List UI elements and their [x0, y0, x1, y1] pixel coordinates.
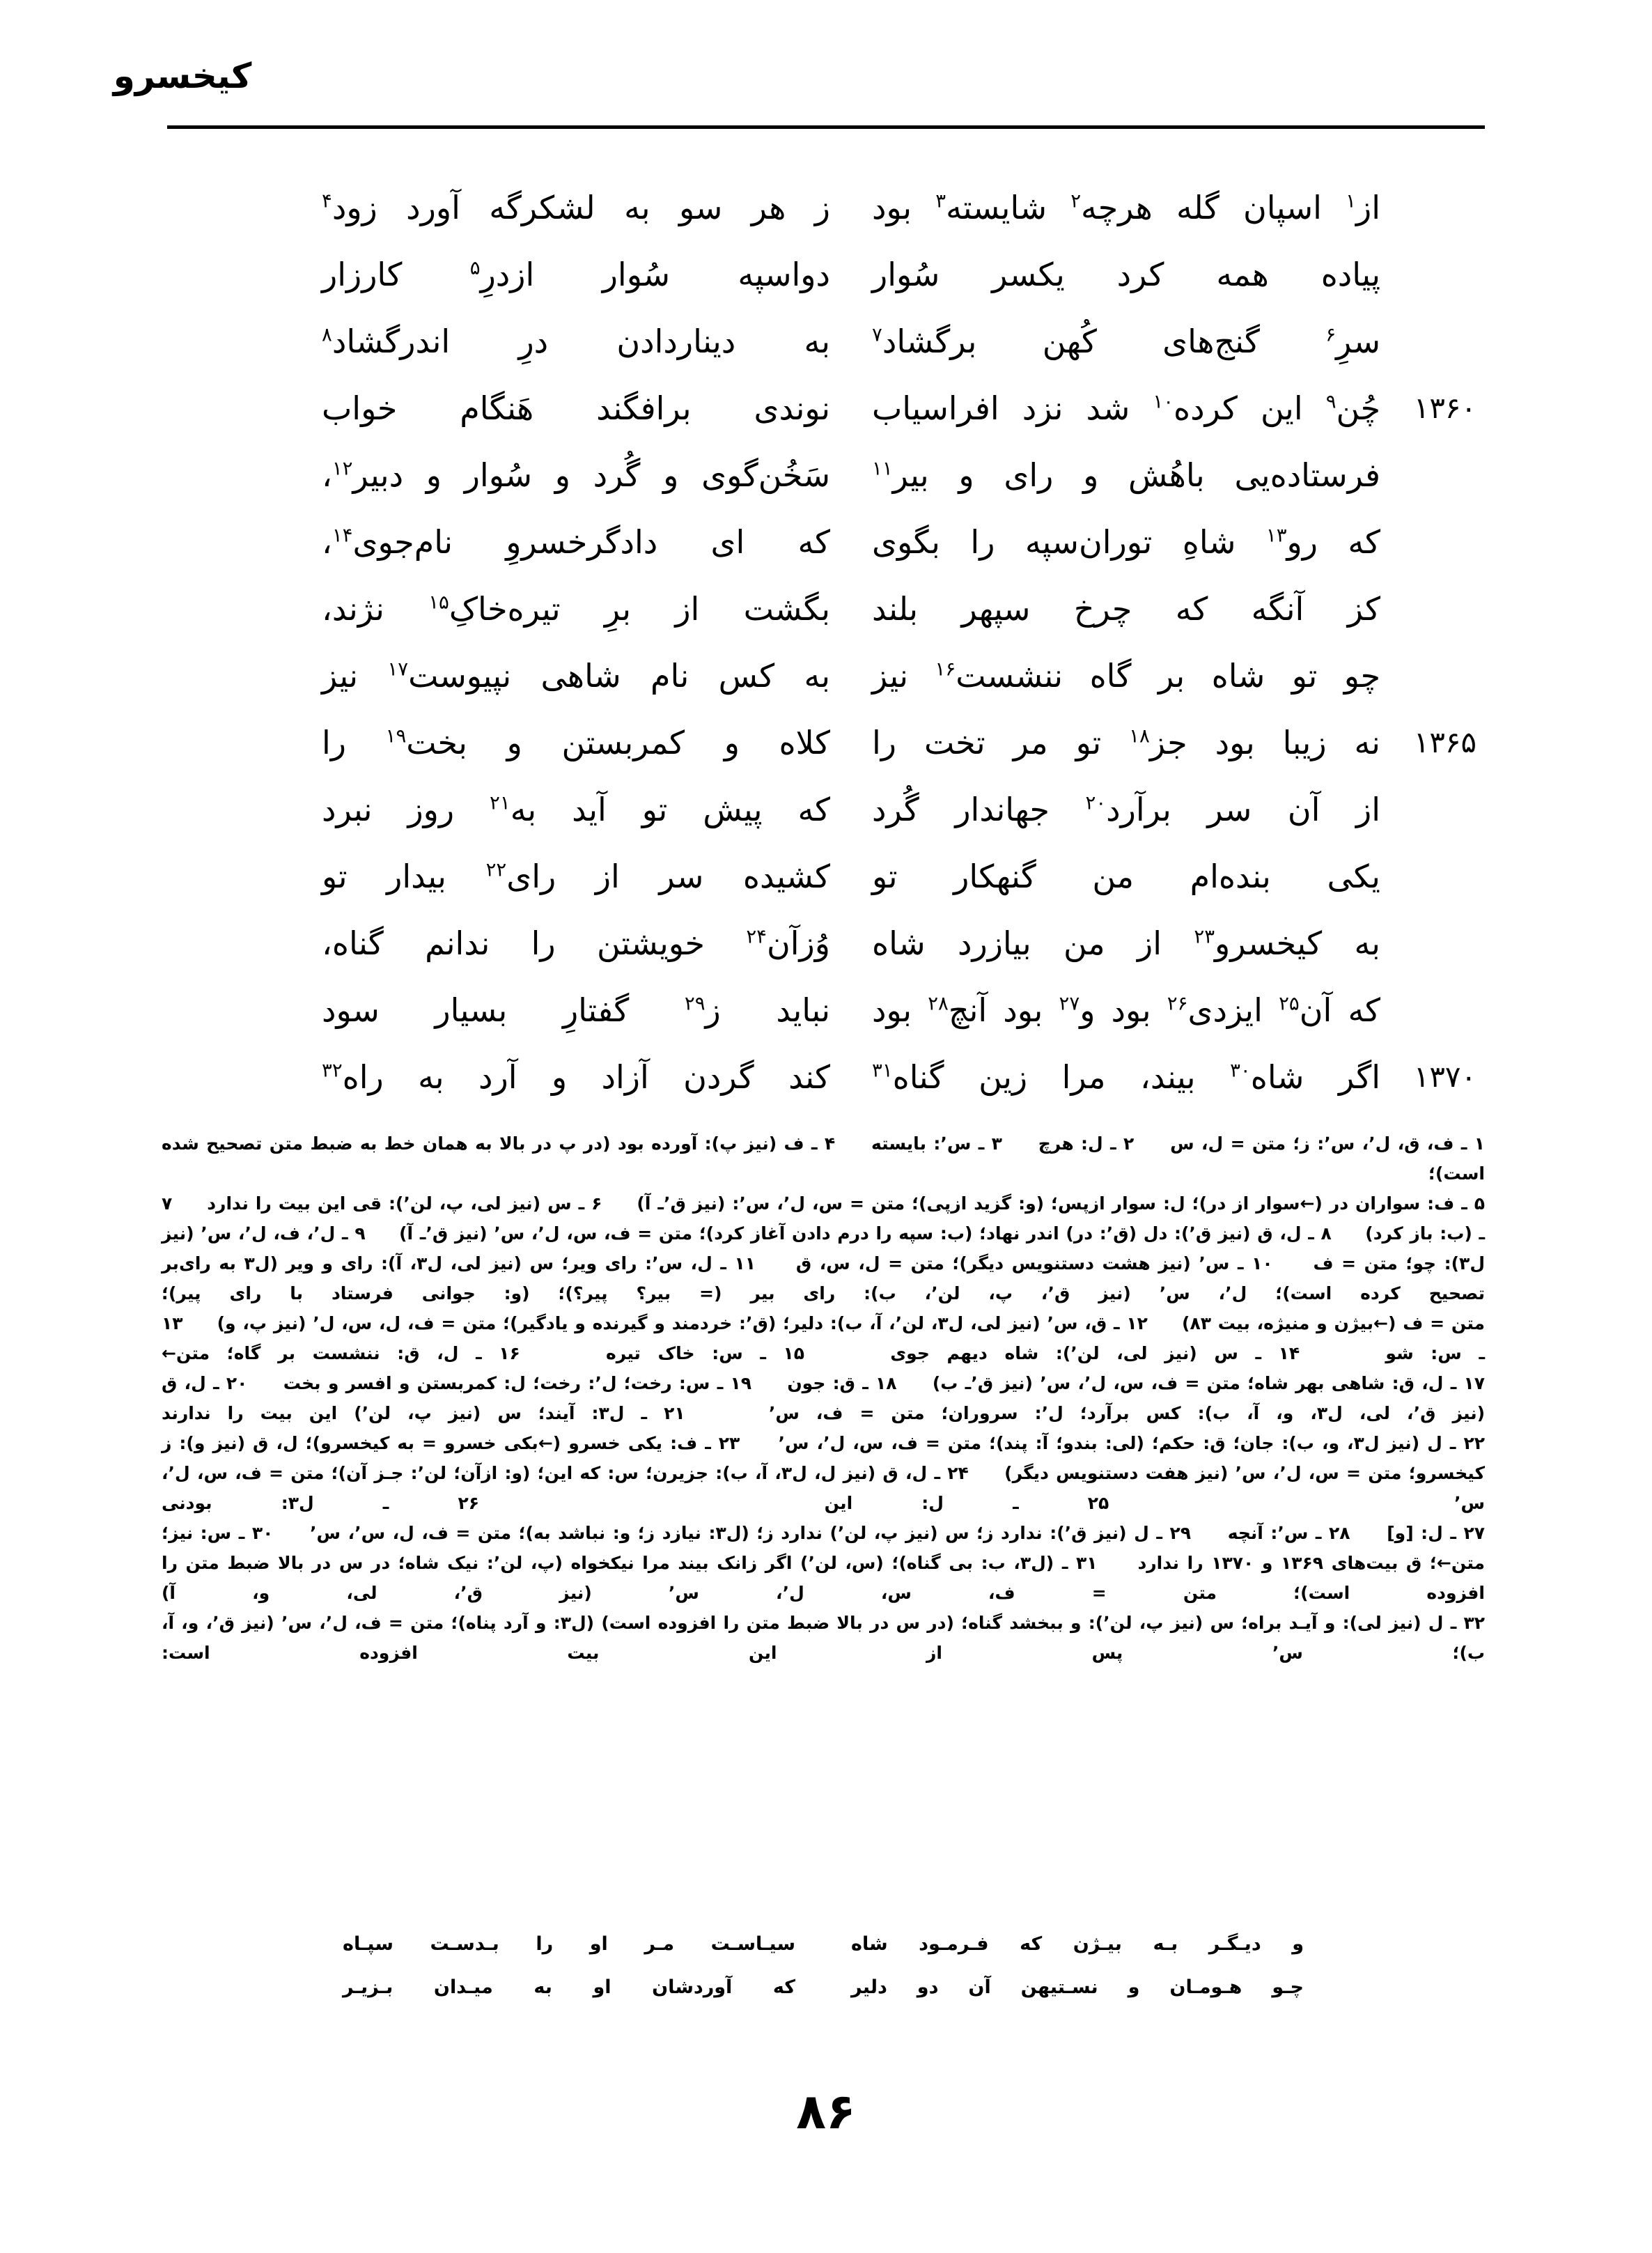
apparatus-line: ۲۲ ـ ل (نیز ل٣، و، ب): جان؛ ق: حکم؛ (لی: بندو؛ آ: پند)؛ متن = ف، س، ل٬، س٬ ۲۳ ـ ف: یکی خسرو (←بکی خسرو = به کیخسرو)؛ ل، ق (نیز و): ز کیخسرو؛ متن = س، ل٬، س٬ (نیز هفت دستنویس دیگر) ۲۴ ـ ل، ق (نیز ل، ل٣، آ، ب): جزیرن؛ س: که این؛ (و: ازآن؛ لن٬: جـز آن)؛ متن = ف، س، ل٬، س٬ ۲۵ ـ ل: این ۲۶ ـ ل٣: بودنی: [162, 1433, 1486, 1513]
hemistich-first: اگر شاه$^{۳۰}$ بیند، مرا زین گناه$^{۳۱}$: [872, 1058, 1381, 1096]
added-hemistich-second: که آوردشان او به میـدان بـزیـر: [343, 1976, 795, 1998]
verse-row: [169, 241, 1485, 308]
added-hemistich-first: و دیـگـر بـه بیـژن که فـرمـود شاه: [851, 1933, 1304, 1955]
hemistich-second: نوندی برافگند هَنگام خواب: [322, 389, 830, 427]
verse-number: ۱۳۶۵: [1413, 725, 1476, 759]
hemistich-first: پیاده همه کرد یکسر سُوار: [872, 256, 1380, 293]
folio-number: ۸۶: [796, 2083, 856, 2140]
hemistich-second: که ای دادگرخسروِ نام‌جوی$^{۱۴}$،: [322, 523, 830, 561]
hemistich-second: به کس نام شاهی نپیوست$^{۱۷}$ نیز: [322, 657, 830, 695]
verse-block: [169, 174, 1485, 1110]
hemistich-second: که پیش تو آید به$^{۲۱}$ روز نبرد: [322, 791, 831, 828]
apparatus-line: ۵ ـ ف: سواران در (←سوار از در)؛ ل: سوار ازپس؛ (و: گزید ازپی)؛ متن = س، ل٬، س٬: (نیز ق٬ـ آ) ۶ ـ س (نیز لی، پ، لن٬): قی این بیت را ندارد ۷ ـ (ب: باز کرد) ۸ ـ ل، ق (نیز ق٬): دل (ق٬: در) اندر نهاد؛ (ب: سپه را درم دادن آغاز کرد)؛ متن = ف، س، ل٬، س٬ (نیز ق٬ـ آ) ۹ ـ ل٬، ف، ل٬، س٬ (نیز ل٣): چو؛ متن = ف ۱۰ ـ س٬ (نیز هشت دستنویس دیگر)؛ متن = ل، س، ق ۱۱ ـ ل، س٬: رای ویر؛ س (نیز لی، ل٣، آ): رای و ویر (ل٣ به رای‌بر تصحیح کرده است)؛ ل٬، س٬ (نیز ق٬، پ، لن٬، ب): رای بیر (= بیر؟ پیر؟)؛ (و: جوانی فرستاد با رای پیر)؛: [162, 1193, 1486, 1303]
hemistich-first: کز آنگه که چرخ سپهر بلند: [872, 590, 1380, 628]
verse-row: [169, 977, 1485, 1044]
verse-row: [169, 843, 1485, 910]
hemistich-first: یکی بنده‌ام من گنهکار تو: [872, 858, 1380, 895]
hemistich-first: از$^۱$ اسپان گله هرچه$^۲$ شایسته$^۳$ بود: [872, 189, 1380, 226]
hemistich-second: نباید ز$^{۲۹}$ گفتارِ بسیار سود: [322, 991, 831, 1029]
added-couplets-block: [162, 1923, 1485, 2009]
hemistich-first: سرِ$^۶$ گنج‌های کُهن برگشاد$^۷$: [872, 323, 1380, 360]
hemistich-second: سَخُن‌گوی و گُرد و سُوار و دبیر$^{۱۲}$،: [322, 456, 830, 494]
hemistich-first: به کیخسرو$^{۲۳}$ از من بیازرد شاه: [872, 924, 1380, 962]
verse-row: [169, 442, 1485, 509]
apparatus-line: ۳۲ ـ ل (نیز لی): و آیـد براه؛ س (نیز پ، لن٬): و ببخشد گناه؛ (در س در بالا ضبط متن را افزوده است) (ل٣: و آرد پناه)؛ متن = ف، ل٬، س٬ (نیز ق٬، و، آ، ب)؛ س٬ پس از این بیت افزوده است:: [162, 1613, 1486, 1663]
hemistich-second: ز هر سو به لشکرگه آورد زود$^۴$: [322, 189, 830, 226]
verse-number: ۱۳۷۰: [1413, 1060, 1476, 1094]
verse-number: ۱۳۶۰: [1413, 391, 1476, 425]
hemistich-second: وُزآن$^{۲۴}$ خویشتن را ندانم گناه،: [322, 924, 830, 962]
hemistich-second: کلاه و کمربستن و بخت$^{۱۹}$ را: [322, 724, 830, 761]
verse-row: [169, 642, 1485, 709]
verse-row: [169, 375, 1485, 442]
added-hemistich-first: چـو هـومـان و نسـتیهن آن دو دلیر: [851, 1976, 1304, 1998]
verse-row: [169, 1044, 1485, 1110]
hemistich-first: از آن سر برآرد$^{۲۰}$ جهاندار گُرد: [872, 791, 1380, 828]
hemistich-second: دواسپه سُوار ازدرِ$^۵$ کارزار: [322, 256, 830, 293]
critical-apparatus: [162, 1129, 1485, 1668]
apparatus-line: ۱۷ ـ ل، ق: شاهی بهر شاه؛ متن = ف، س، ل٬، س٬ (نیز ق٬ـ ب) ۱۸ ـ ق: جون ۱۹ ـ س: رخت؛ ل٬: رخت؛ ل: کمربستن و افسر و بخت ۲۰ ـ ل، ق (نیز ق٬، لی، ل٣، و، آ، ب): کس برآرد؛ ل٬: سروران؛ متن = ف، س٬ ۲۱ ـ ل٣: آیند؛ س (نیز پ، لن٬) این بیت را ندارند: [162, 1373, 1486, 1423]
apparatus-line: متن = ف (←بیژن و منیژه، بیت ۸۳) ۱۲ ـ ق، س٬ (نیز لی، ل٣، لن٬، آ، ب): دلیر؛ (ق٬: خردمند و گیرنده و یادگیر)؛ متن = ف، ل، س، ل٬ (نیز پ، و) ۱۳ ـ س: شو ۱۴ ـ س (نیز لی، لن٬): شاه دیهم جوی ۱۵ ـ س: خاک تیره ۱۶ ـ ل، ق: ننشست بر گاه؛ متن←: [162, 1313, 1486, 1363]
apparatus-line: ۲۷ ـ ل: [و] ۲۸ ـ س٬: آنچه ۲۹ ـ ل (نیز ق٬): ندارد ز؛ س (نیز پ، لن٬) ندارد ز؛ (ل٣: نیازد ز؛ و: نباشد به)؛ متن = ف، ل، س٬، س٬ ۳۰ ـ س: نیز؛ متن←؛ ق بیت‌های ۱۳۶۹ و ۱۳۷۰ را ندارد ۳۱ ـ (ل٣، ب: بی گناه)؛ (س، لن٬) اگر زانک بیند مرا نیکخواه (پ، لن٬: نیک شاه؛ در س در بالا ضبط متن را افزوده است)؛ متن = ف، س، ل٬، س٬ (نیز ق٬، لی، و، آ): [162, 1523, 1486, 1603]
hemistich-second: کند گردن آزاد و آرد به راه$^{۳۲}$: [322, 1058, 830, 1096]
verse-row: [169, 308, 1485, 375]
hemistich-first: فرستاده‌یی باهُش و رای و بیر$^{۱۱}$: [872, 456, 1380, 494]
verse-row: [169, 709, 1485, 776]
header-rule-divider: [167, 125, 1485, 129]
hemistich-first: که آن$^{۲۵}$ ایزدی$^{۲۶}$ بود و$^{۲۷}$ بود آنچ$^{۲۸}$ بود: [872, 991, 1381, 1029]
verse-row: [169, 776, 1485, 843]
verse-row: [169, 174, 1485, 241]
added-hemistich-second: سیـاسـت مـر او را بـدسـت سپـاه: [343, 1933, 795, 1955]
running-head-title: کیخسرو: [113, 56, 252, 96]
hemistich-first: چُن$^۹$ این کرده$^{۱۰}$ شد نزد افراسیاب: [872, 389, 1380, 427]
page-header: [113, 56, 1485, 142]
hemistich-first: که رو$^{۱۳}$ شاهِ توران‌سپه را بگوی: [872, 523, 1380, 561]
hemistich-second: بگشت از برِ تیره‌خاکِ$^{۱۵}$ نژند،: [322, 590, 830, 628]
hemistich-first: چو تو شاه بر گاه ننشست$^{۱۶}$ نیز: [872, 657, 1381, 695]
hemistich-first: نه زیبا بود جز$^{۱۸}$ تو مر تخت را: [872, 724, 1380, 761]
verse-row: [169, 509, 1485, 575]
verse-row: [169, 910, 1485, 977]
verse-row: [169, 575, 1485, 642]
added-couplet-row: [162, 1966, 1485, 2009]
hemistich-second: کشیده سر از رای$^{۲۲}$ بیدار تو: [322, 858, 830, 895]
added-couplet-row: [162, 1923, 1485, 1966]
hemistich-second: به دیناردادن درِ اندرگشاد$^۸$: [322, 323, 830, 360]
apparatus-line: ۱ ـ ف، ق، ل٬، س٬: ز؛ متن = ل، س ۲ ـ ل: هرچ ۳ ـ س٬: بایسته ۴ ـ ف (نیز پ): آورده بود (در پ در بالا به همان خط به ضبط متن تصحیح شده است)؛: [162, 1133, 1486, 1184]
